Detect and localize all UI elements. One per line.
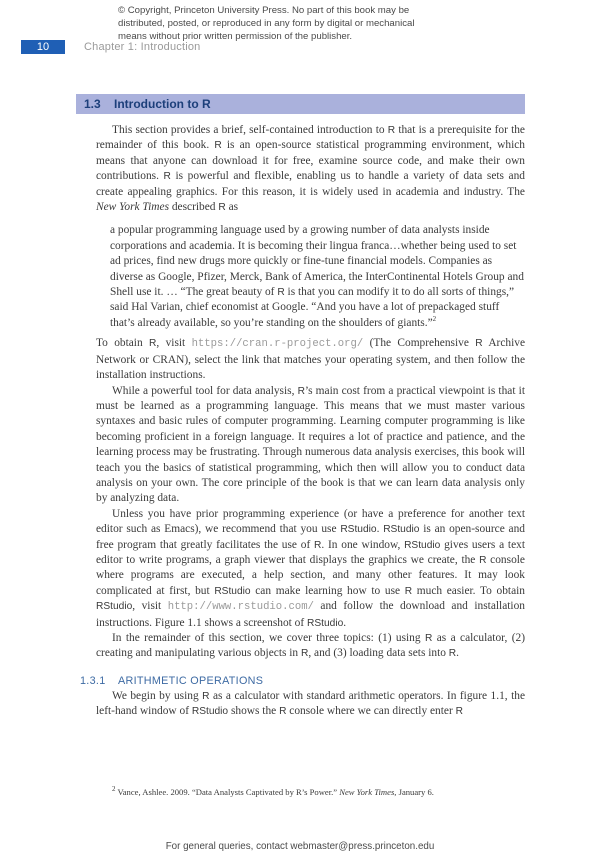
text-run: much easier. To obtain: [412, 584, 525, 597]
code-r: R: [314, 539, 322, 551]
code-r: R: [163, 171, 171, 183]
text-run: , January 6.: [394, 787, 434, 797]
text-run: . In one window,: [321, 538, 405, 551]
text-run: , visit: [156, 337, 192, 350]
footnote: [112, 786, 434, 798]
code-r: R: [455, 706, 463, 718]
subsection-heading: [80, 674, 525, 689]
text-run: .: [343, 616, 347, 629]
quote-text: [110, 223, 525, 331]
copyright-line: means without prior written permission of the publisher.: [118, 31, 353, 42]
text-run: a popular programming language used by a growing number of data analysts inside corporations and academia. It is becoming their lingua franca…whether being used to set ad prices, find new drugs more quickly or fine-tune financial models. Companies as diverse as Google, Pfizer, Merck, Bank of America, the InterContinental Hotels Group and Shell use it. … “The great beauty of: [110, 224, 524, 299]
code-r: R: [218, 202, 226, 214]
code-r: R: [202, 690, 210, 702]
code-r: R: [277, 287, 285, 299]
text-run: To obtain: [96, 337, 150, 350]
text-run: , visit: [132, 600, 168, 613]
code-r: R: [479, 554, 487, 566]
code-rstudio: RStudio: [96, 601, 133, 613]
paragraph-obtain-r: [96, 336, 525, 383]
subsection-number: 1.3.1: [80, 674, 106, 687]
footer-contact: For general queries, contact webmaster@press.princeton.edu: [165, 841, 435, 852]
text-run: is that you can modify it to do all sorts of things,” said Hal Varian, chief economist at Google. “And you have a lot of prepackaged stuff that’s already available, so you’re standing on the shoulders of giants.”: [110, 286, 515, 329]
code-r: R: [387, 125, 396, 136]
code-rstudio: RStudio: [383, 524, 420, 536]
paragraph-rstudio: [96, 507, 525, 631]
text-run: console where programs are executed, a help section, and many other features. It may look complicated at first, but: [96, 553, 525, 597]
code-r: R: [475, 338, 483, 350]
text-run: Archive Network or CRAN), select the link that matches your operating system, and then follow the installation instructions.: [96, 337, 526, 382]
text-run: ’s main cost from a practical viewpoint is that it must be learned as a programming language. This means that we must master various syntaxes and basic rules of computer programming. Learning computer programming is like becoming proficient in a foreign language. It requires a lot of practice and patience, and the learning process may be frustrating. Through numerous data analysis exercises, this book will teach you the basics of statistical programming, which then will allow you to conduct data analysis on your own. The core principle of the book is that we can learn data analysis only by analyzing data.: [96, 384, 525, 505]
code-rstudio: RStudio: [307, 617, 344, 629]
text-run: console where we can directly enter: [286, 705, 456, 718]
text-run: as a calculator with standard arithmetic operators. In figure 1.1, the left-hand window of: [96, 689, 525, 718]
code-r: R: [300, 648, 309, 660]
subsection-title: ARITHMETIC OPERATIONS: [118, 674, 264, 687]
code-rstudio: RStudio: [340, 524, 377, 536]
body-text: [80, 123, 526, 720]
text-run: that is a prerequisite for the remainder of this book.: [96, 124, 525, 152]
page-number: 10: [21, 40, 65, 54]
text-run: can make learning how to use: [250, 584, 405, 597]
code-rstudio: RStudio: [404, 539, 441, 551]
footnote-marker: 2: [112, 785, 116, 794]
text-run: and follow the download and installation instructions. Figure 1.1 shows a screenshot of: [96, 600, 525, 629]
text-run: While a powerful tool for data analysis,: [112, 384, 298, 397]
code-r: R: [448, 648, 457, 660]
text-run: as: [225, 201, 239, 214]
code-r: R: [404, 585, 413, 597]
publication-title: New York Times: [339, 787, 395, 797]
cran-url-link[interactable]: https://cran.r-project.org/: [191, 338, 364, 351]
paragraph-arithmetic: [96, 689, 525, 720]
copyright-line: distributed, posted, or reproduced in any form by digital or mechanical: [118, 18, 415, 29]
code-r: R: [297, 385, 305, 397]
block-quote: [96, 223, 525, 331]
text-run: .: [376, 523, 384, 536]
footnote-ref[interactable]: 2: [432, 315, 437, 324]
code-r: R: [149, 338, 157, 350]
text-run: is powerful and flexible, enabling us to handle a variety of data sets and create appealing graphics. For this reason, it is widely used in academia and industry. The: [96, 170, 525, 198]
text-run: Unless you have prior programming experience (or have a preference for another text editor such as Emacs), we recommend that you use: [96, 507, 525, 536]
paragraph-cost: [96, 384, 525, 507]
text-run: , and (3) loading data sets into: [308, 647, 449, 660]
text-run: described: [169, 201, 219, 214]
text-run: We begin by using: [112, 689, 203, 702]
text-run: In the remainder of this section, we cover three topics: (1) using: [112, 632, 425, 644]
copyright-notice: [118, 4, 448, 43]
publication-title: New York Times: [96, 201, 170, 214]
code-r: R: [279, 706, 287, 718]
text-run: .: [456, 647, 460, 660]
paragraph-intro: [96, 123, 525, 215]
rstudio-url-link[interactable]: http://www.rstudio.com/: [167, 601, 314, 614]
text-run: shows the: [228, 705, 280, 718]
text-run: is an open-source statistical programming environment, which means that anyone can download it for free, examine source code, and make their own contributions.: [96, 139, 525, 183]
code-r: R: [424, 633, 433, 644]
text-run: as a calculator, (2) creating and manipulating various objects in: [96, 632, 525, 660]
text-run: (The Comprehensive: [363, 337, 476, 350]
running-head: Chapter 1: Introduction: [84, 41, 201, 53]
text-run: Vance, Ashlee. 2009. “Data Analysts Captivated by R’s Power.”: [115, 787, 340, 797]
code-rstudio: RStudio: [191, 706, 229, 718]
section-title: Introduction to R: [114, 97, 211, 111]
code-rstudio: RStudio: [214, 585, 251, 597]
section-number: 1.3: [84, 97, 101, 111]
text-run: is an open-source and free program that greatly facilitates the use of: [96, 523, 525, 551]
copyright-line: © Copyright, Princeton University Press. No part of this book may be: [118, 5, 410, 16]
text-run: This section provides a brief, self-contained introduction to: [112, 124, 388, 136]
paragraph-topics: [96, 631, 525, 662]
section-heading: [76, 94, 525, 114]
code-r: R: [214, 140, 222, 152]
text-run: gives users a text editor to write programs, a graph viewer that displays the graphics we create, the: [96, 538, 526, 566]
